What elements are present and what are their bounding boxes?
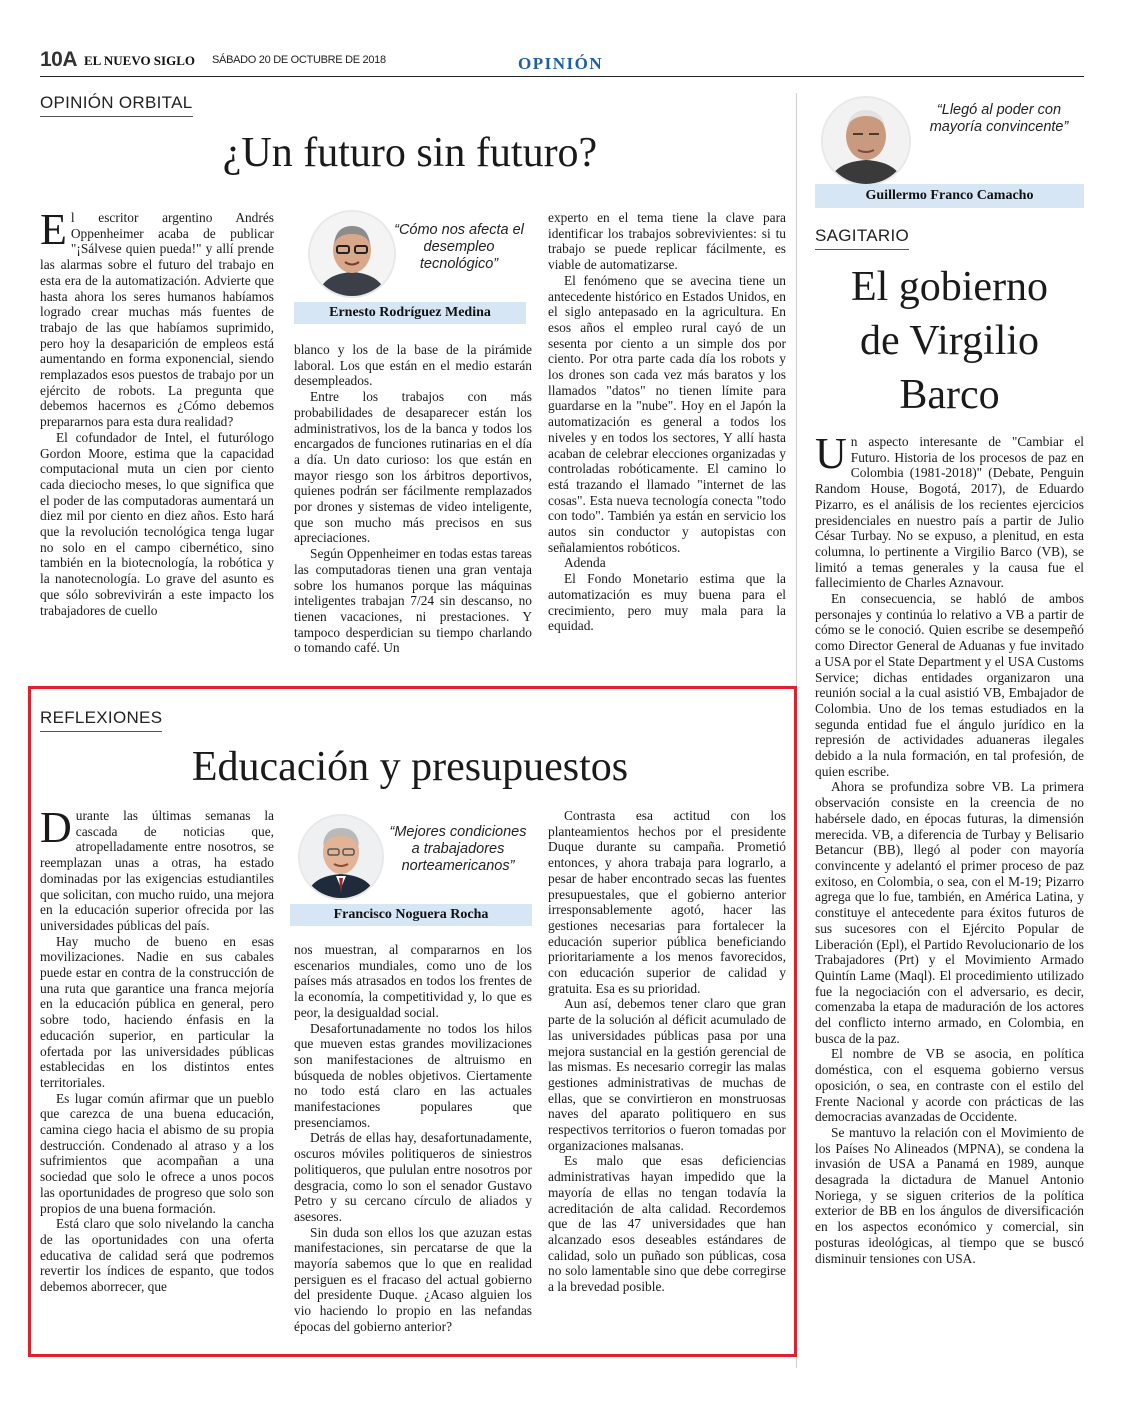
article-paragraph: Contrasta esa actitud con los planteamientos hechos por el presidente Duque durante su campaña. Prometió entonces, y ahora trabaja para lograrlo, a pesar de haber encontrado secas las fuentes presupuestales, que el gobierno anterior irresponsablemente agotó, hacer las gestiones necesarias para fortalecer la educación superior pública beneficiando prioritariamente a los menos favorecidos, con educación superior de calidad y gratuita. Esa es su prioridad.: [548, 808, 786, 996]
article-paragraph: [40, 205, 274, 430]
author-photo: [298, 814, 384, 900]
author-box-orbital: [294, 206, 526, 328]
reflexiones-column-2: [294, 942, 532, 1335]
kicker-reflexiones: REFLEXIONES: [40, 708, 162, 732]
author-portrait-icon: [310, 212, 394, 296]
article-paragraph: Ahora se profundiza sobre VB. La primera observación consiste en la creencia de no habérsele dado, en épocas futuras, la dimensión merecida. VB, a diferencia de Turbay y Belisario Betancur (BB), llegó al poder con mayoría convincente y adelantó el primer proceso de paz exitoso, en Colombia, o sea, con el M-19; Pizarro agrega que lo fue, también, en América Latina, y constituye el antecedente para éxitos futuros de sus sucesores con el Ejército Popular de Liberación (Epl), el Partido Revolucionario de los Trabajadores (Prt) y el Movimiento Armado Quintín Lame (Maql). El procedimiento utilizado fue la negociación con el adversario, es decir, comenzaba la etapa de maduración de los actores del conflicto interno armado, en Colombia, en busca de la paz.: [815, 779, 1084, 1046]
article-paragraph: [40, 803, 274, 934]
sagitario-column: [815, 429, 1084, 1266]
article-paragraph: El Fondo Monetario estima que la automatización es muy buena para el crecimiento, pero muy mala para la equidad.: [548, 571, 786, 634]
newspaper-name: EL NUEVO SIGLO: [84, 53, 195, 68]
headline-line: Barco: [899, 372, 1000, 418]
pull-quote: “Cómo nos afecta el desempleo tecnológico”: [394, 222, 524, 272]
author-name: Guillermo Franco Camacho: [815, 184, 1084, 208]
pull-quote: “Mejores condiciones a trabajadores norteamericanos”: [389, 824, 527, 874]
section-title: OPINIÓN: [518, 54, 604, 73]
orbital-column-3: [548, 210, 786, 634]
article-paragraph: El nombre de VB se asocia, en política doméstica, con el esquema gobierno versus oposición, o sea, en contraste con el estilo del Frente Nacional y acorde con prácticas de las democracias avanzadas de Occidente.: [815, 1046, 1084, 1125]
article-paragraph: En consecuencia, se habló de ambos personajes y continúa lo relativo a VB a partir de cómo se le conoció. Quien escribe se desempeñó como Director General de Aduanas y fue invitado a USA por el State Department y el USA Customs Service; dichas entidades organizaron una reunión social a la cual asistió VB, Embajador de Colombia. Uno de los temas estudiados en la segunda entidad fue el ángulo jurídico en la represión de actividades aduaneras ilegales debido a la nula formación, en tal profesión, de quien escribe.: [815, 591, 1084, 779]
article-paragraph: Entre los trabajos con más probabilidades de desaparecer están los administrativos, los de la banca y todos los encargados de funciones rutinarias en el día a día. Un dato curioso: los que están en mayor riesgo son los árbitros deportivos, quienes podrán ser fácilmente remplazados por drones y sistemas de video inteligente, que son mucho más precisos en sus apreciaciones.: [294, 389, 532, 546]
reflexiones-column-3: [548, 808, 786, 1295]
paragraph-text: n aspecto interesante de "Cambiar el Futuro. Historia de los procesos de paz en Colombia (1981-2018)" (Debate, Penguin Random House, Bogotá, 2017), de Eduardo Pizarro, es el análisis de los recientes ejercicios presidenciales en nuestro país a partir de Julio César Turbay. No se expuso, a plenitud, en esta columna, lo pertinente a Virgilio Barco (VB), se limitó a temas generales y la causa fue el fallecimiento de Charles Aznavour.: [815, 434, 1084, 591]
publication-date: SÁBADO 20 DE OCTUBRE DE 2018: [212, 54, 386, 66]
article-paragraph: El cofundador de Intel, el futurólogo Gordon Moore, estima que la capacidad computacional muta un cien por ciento cada dieciocho meses, lo que significa que el poder de las computadoras aumentará un diez mil por ciento en diez años. Esto hará que la revolución tecnológica tenga lugar no solo en el campo cibernético, sino también en la biotecnología, la robótica y la nanotecnología. Lo grave del asunto es que sólo sobrevivirán a este impacto los trabajadores de cuello: [40, 429, 274, 618]
author-box-reflexiones: [290, 812, 532, 930]
paragraph-text: l escritor argentino Andrés Oppenheimer acaba de publicar "¡Sálvese quien pueda!" y allí prende las alarmas sobre el futuro del trabajo en esta era de la automatización. Advierte que hasta ahora los seres humanos habíamos logrado crear muchas más fuentes de trabajo de las que habíamos suprimido, pero hoy la desaparición de empleos está aumentando en forma exponencial, siendo remplazados esos puestos de trabajo por un ejército de robots. La pregunta que debemos hacernos es ¿Cómo debemos prepararnos para esta dura realidad?: [40, 210, 274, 430]
orbital-column-2: [294, 342, 532, 656]
article-subhead: Adenda: [564, 555, 606, 571]
article-paragraph: blanco y los de la base de la pirámide laboral. Los que están en el medio estarán desempleados.: [294, 342, 532, 389]
dropcap: U: [815, 429, 847, 478]
headline-line: El gobierno: [850, 264, 1049, 310]
author-box-sagitario: [815, 94, 1084, 210]
dropcap: E: [40, 205, 67, 254]
article-paragraph: Detrás de ellas hay, desafortunadamente, oscuros móviles politiqueros de siniestros politiqueros, que pululan entre nosotros por desgracia, como lo son el senador Gustavo Petro y su cercano círculo de aliados y asesores.: [294, 1130, 532, 1224]
article-paragraph: experto en el tema tiene la clave para identificar los trabajos sobrevivientes: si tu trabajo se puede replicar fácilmente, es viable de automatizarse.: [548, 210, 786, 273]
headline-line: de Virgilio: [859, 318, 1040, 364]
article-paragraph: [815, 429, 1084, 591]
article-paragraph: Está claro que solo nivelando la cancha de las oportunidades con una oferta educativa de calidad será que podremos revertir los índices de espanto, que todos debemos aborrecer, que: [40, 1216, 274, 1295]
author-photo: [308, 210, 396, 298]
page-number: 10A: [40, 48, 78, 71]
author-portrait-icon: [300, 816, 382, 898]
article-paragraph: El fenómeno que se avecina tiene un antecedente histórico en Estados Unidos, en el siglo antepasado en la agricultura. En esos años el empleo rural cayó de un sesenta por ciento a un simple dos por ciento. Por otra parte cada día los robots y los drones son cada vez más baratos y los llamados "datos" no tienen límite para guardarse en la "nube". Hoy en el Japón la automatización es general a todos los niveles y en todos los sectores, Y allí hasta acaban de celebrar elecciones organizadas y controladas robóticamente. El camino lo está trazando el llamado "internet de las cosas". Esta nueva tecnología conecta "todo con todo". También ya están en servicio los autos sin conductor y autopistas con señalamientos robóticos.: [548, 272, 786, 555]
article-paragraph: Es lugar común afirmar que un pueblo que carezca de una buena educación, camina ciego hacia el abismo de su propia destrucción. Condenado al atraso y a los sufrimientos que acompañan a una sociedad que solo le ofrece a unos pocos las oportunidades de progreso que solo son propios de una buena formación.: [40, 1090, 274, 1216]
article-paragraph: Aun así, debemos tener claro que gran parte de la solución al déficit acumulado de las universidades públicas pasa por una mejora sustancial en la gestión gerencial de las mismas. Es necesario corregir las malas gestiones administrativas de muchas de ellas, que se convirtieron en monstruosas naves del aparato politiquero en sus respectivos territorios o fueron tomadas por organizaciones malsanas.: [548, 996, 786, 1153]
article-paragraph: nos muestran, al compararnos en los escenarios mundiales, como uno de los países más atrasados en todos los frentes de la economía, la competitividad y, lo que es peor, la desigualdad social.: [294, 942, 532, 1020]
author-name: Ernesto Rodríguez Medina: [294, 302, 526, 324]
author-portrait-icon: [823, 98, 909, 184]
author-photo: [821, 96, 911, 186]
reflexiones-column-1: [40, 803, 274, 1295]
article-paragraph: Hay mucho de bueno en esas movilizaciones. Nadie en sus cabales puede estar en contra de la construcción de una ruta que garantice una franca mejoría en la educación pública en general, pero sobre todo, haciendo énfasis en la educación superior, en particular la ofertada por las universidades públicas establecidas en los distintos entes territoriales.: [40, 933, 274, 1090]
article-paragraph: Sin duda son ellos los que azuzan estas manifestaciones, sin percatarse de que la mayoría sabemos que lo que en realidad persiguen es el fracaso del actual gobierno del presidente Duque. ¿Acaso alguien los vio haciendo lo propio en las nefandas épocas del gobierno anterior?: [294, 1224, 532, 1334]
pull-quote: “Llegó al poder con mayoría convincente”: [929, 102, 1069, 135]
headline-reflexiones: Educación y presupuestos: [191, 744, 629, 790]
kicker-opinion-orbital: OPINIÓN ORBITAL: [40, 93, 193, 117]
orbital-column-1: [40, 205, 274, 618]
author-name: Francisco Noguera Rocha: [290, 904, 532, 926]
kicker-sagitario: SAGITARIO: [815, 226, 909, 250]
article-paragraph: Desafortunadamente no todos los hilos que mueven estas grandes movilizaciones son manifestaciones de altruismo en búsqueda de nobles objetivos. Ciertamente no todo está claro en las actuales manifestaciones populares que presenciamos.: [294, 1020, 532, 1130]
article-paragraph: Se mantuvo la relación con el Movimiento de los Países No Alineados (MPNA), se condena la invasión de USA a Panamá en 1989, aunque desagrada la dictadura de Manuel Antonio Noriega, y se siguen criterios de la política exterior de BB en los ángulos de diversificación en los aspectos económico y comercial, sin posturas ideológicas, al tiempo que se buscó disminuir tensiones con USA.: [815, 1124, 1084, 1266]
article-paragraph: Según Oppenheimer en todas estas tareas las computadoras tienen una gran ventaja sobre los humanos porque las máquinas inteligentes trabajan 7/24 sin descanso, no tienen vacaciones, ni prestaciones. Y tampoco desperdician su tiempo charlando o tomando café. Un: [294, 546, 532, 656]
paragraph-text: urante las últimas semanas la cascada de noticias que, atropelladamente entre nosotros, se reemplazan unas a otras, ha estado dominadas por las exigencias estudiantiles que solicitan, con mucho ruido, una mejora en la educación superior ofrecida por las universidades públicas del país.: [40, 808, 274, 933]
article-paragraph: Es malo que esas deficiencias administrativas hayan impedido que la mayoría de ellas no tengan todavía la acreditación de alta calidad. Recordemos que de las 47 universidades que han alcanzado esos deseables estándares de calidad, solo un puñado son públicas, cosa no solo lamentable sino que debe corregirse a la brevedad posible.: [548, 1153, 786, 1295]
headline-sagitario: [815, 260, 1084, 422]
headline-orbital: ¿Un futuro sin futuro?: [222, 130, 598, 176]
dropcap: D: [40, 803, 72, 852]
masthead: [40, 48, 1084, 77]
